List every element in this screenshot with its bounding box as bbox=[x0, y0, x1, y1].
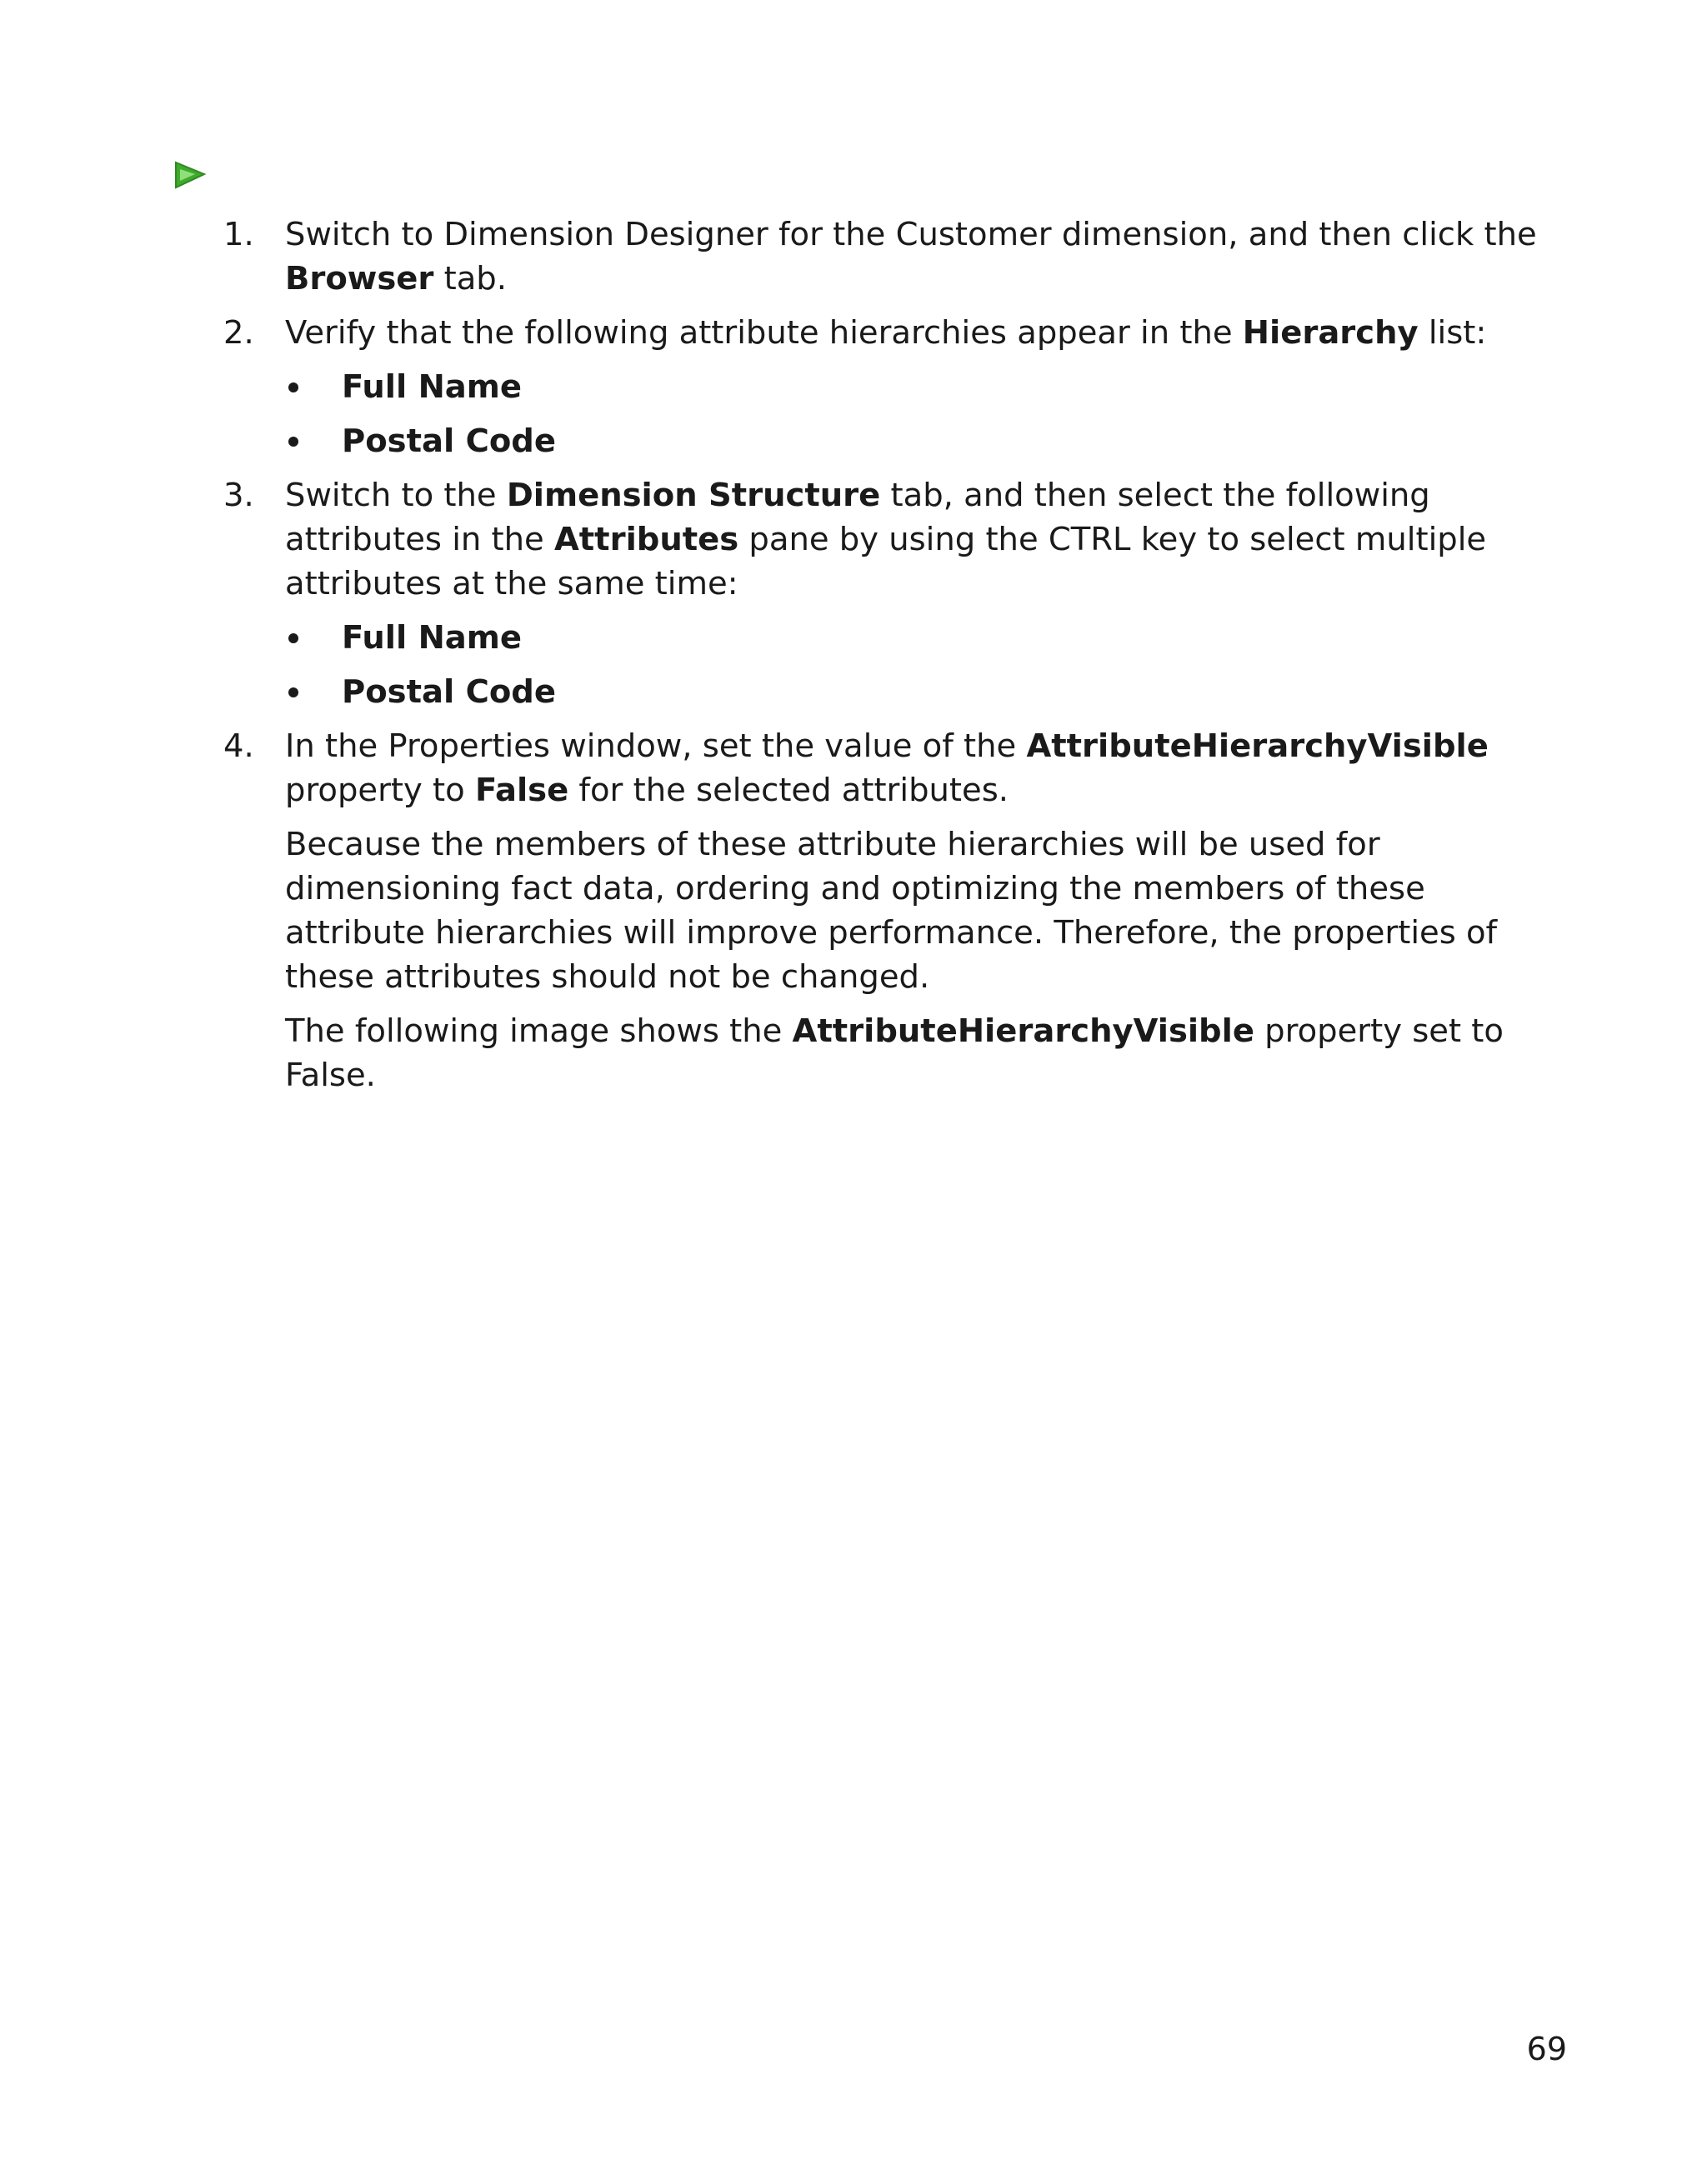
step-text-span: tab, and then select the following attributes in the bbox=[285, 477, 1430, 558]
attribute-list bbox=[285, 365, 1557, 463]
step-number: 4. bbox=[223, 727, 254, 765]
list-item-label: Full Name bbox=[342, 619, 523, 657]
list-item bbox=[285, 670, 1557, 714]
procedure-steps bbox=[223, 212, 1557, 1107]
step-text-span: tab. bbox=[433, 260, 507, 297]
step-text-span: for the selected attributes. bbox=[568, 772, 1009, 809]
green-arrow-flag-icon bbox=[173, 160, 207, 190]
page-number: 69 bbox=[1526, 2031, 1567, 2067]
list-item bbox=[285, 365, 1557, 409]
step-text-span: Switch to the bbox=[285, 477, 507, 514]
step-4 bbox=[223, 724, 1557, 1097]
step-text bbox=[285, 212, 1557, 301]
step-number: 3. bbox=[223, 477, 254, 514]
step-text-span: list: bbox=[1418, 314, 1487, 352]
step-text-span: property set to False. bbox=[285, 1012, 1504, 1094]
ui-term: AttributeHierarchyVisible bbox=[1026, 727, 1489, 765]
explanation-paragraph: Because the members of these attribute hierarchies will be used for dimensioning fact data, ordering and optimizing the members of these attribute hierarchies will improve performance. Therefore, the properties of these attributes should not be changed. bbox=[285, 826, 1498, 996]
list-item bbox=[285, 616, 1557, 660]
bullet-icon bbox=[288, 633, 298, 643]
step-text-span: Verify that the following attribute hierarchies appear in the bbox=[285, 314, 1243, 352]
step-3 bbox=[223, 473, 1557, 714]
ui-term: Dimension Structure bbox=[506, 477, 881, 514]
ui-term: False bbox=[474, 772, 569, 809]
step-text-span: In the Properties window, set the value of the bbox=[285, 727, 1027, 765]
image-caption-paragraph bbox=[285, 1009, 1557, 1097]
step-2 bbox=[223, 311, 1557, 463]
bullet-icon bbox=[288, 437, 298, 447]
step-number: 1. bbox=[223, 216, 254, 253]
step-text-span: Switch to Dimension Designer for the Customer dimension, and then click the bbox=[285, 216, 1537, 253]
step-number: 2. bbox=[223, 314, 254, 352]
ui-term: Hierarchy bbox=[1242, 314, 1419, 352]
step-text-span: property to bbox=[285, 772, 475, 809]
bullet-icon bbox=[288, 382, 298, 392]
attribute-list bbox=[285, 616, 1557, 714]
step-1 bbox=[223, 212, 1557, 301]
list-item-label: Postal Code bbox=[342, 673, 556, 711]
ui-term: Browser bbox=[285, 260, 434, 297]
step-text bbox=[285, 724, 1557, 812]
list-item-label: Full Name bbox=[342, 368, 523, 406]
step-text bbox=[285, 473, 1557, 606]
list-item bbox=[285, 419, 1557, 463]
step-text-span: The following image shows the bbox=[285, 1012, 793, 1050]
list-item-label: Postal Code bbox=[342, 422, 556, 460]
ui-term: AttributeHierarchyVisible bbox=[792, 1012, 1254, 1050]
ui-term: Attributes bbox=[553, 521, 739, 558]
bullet-icon bbox=[288, 687, 298, 697]
step-text bbox=[285, 311, 1557, 355]
step-text-span: pane by using the CTRL key to select multiple attributes at the same time: bbox=[285, 521, 1487, 602]
